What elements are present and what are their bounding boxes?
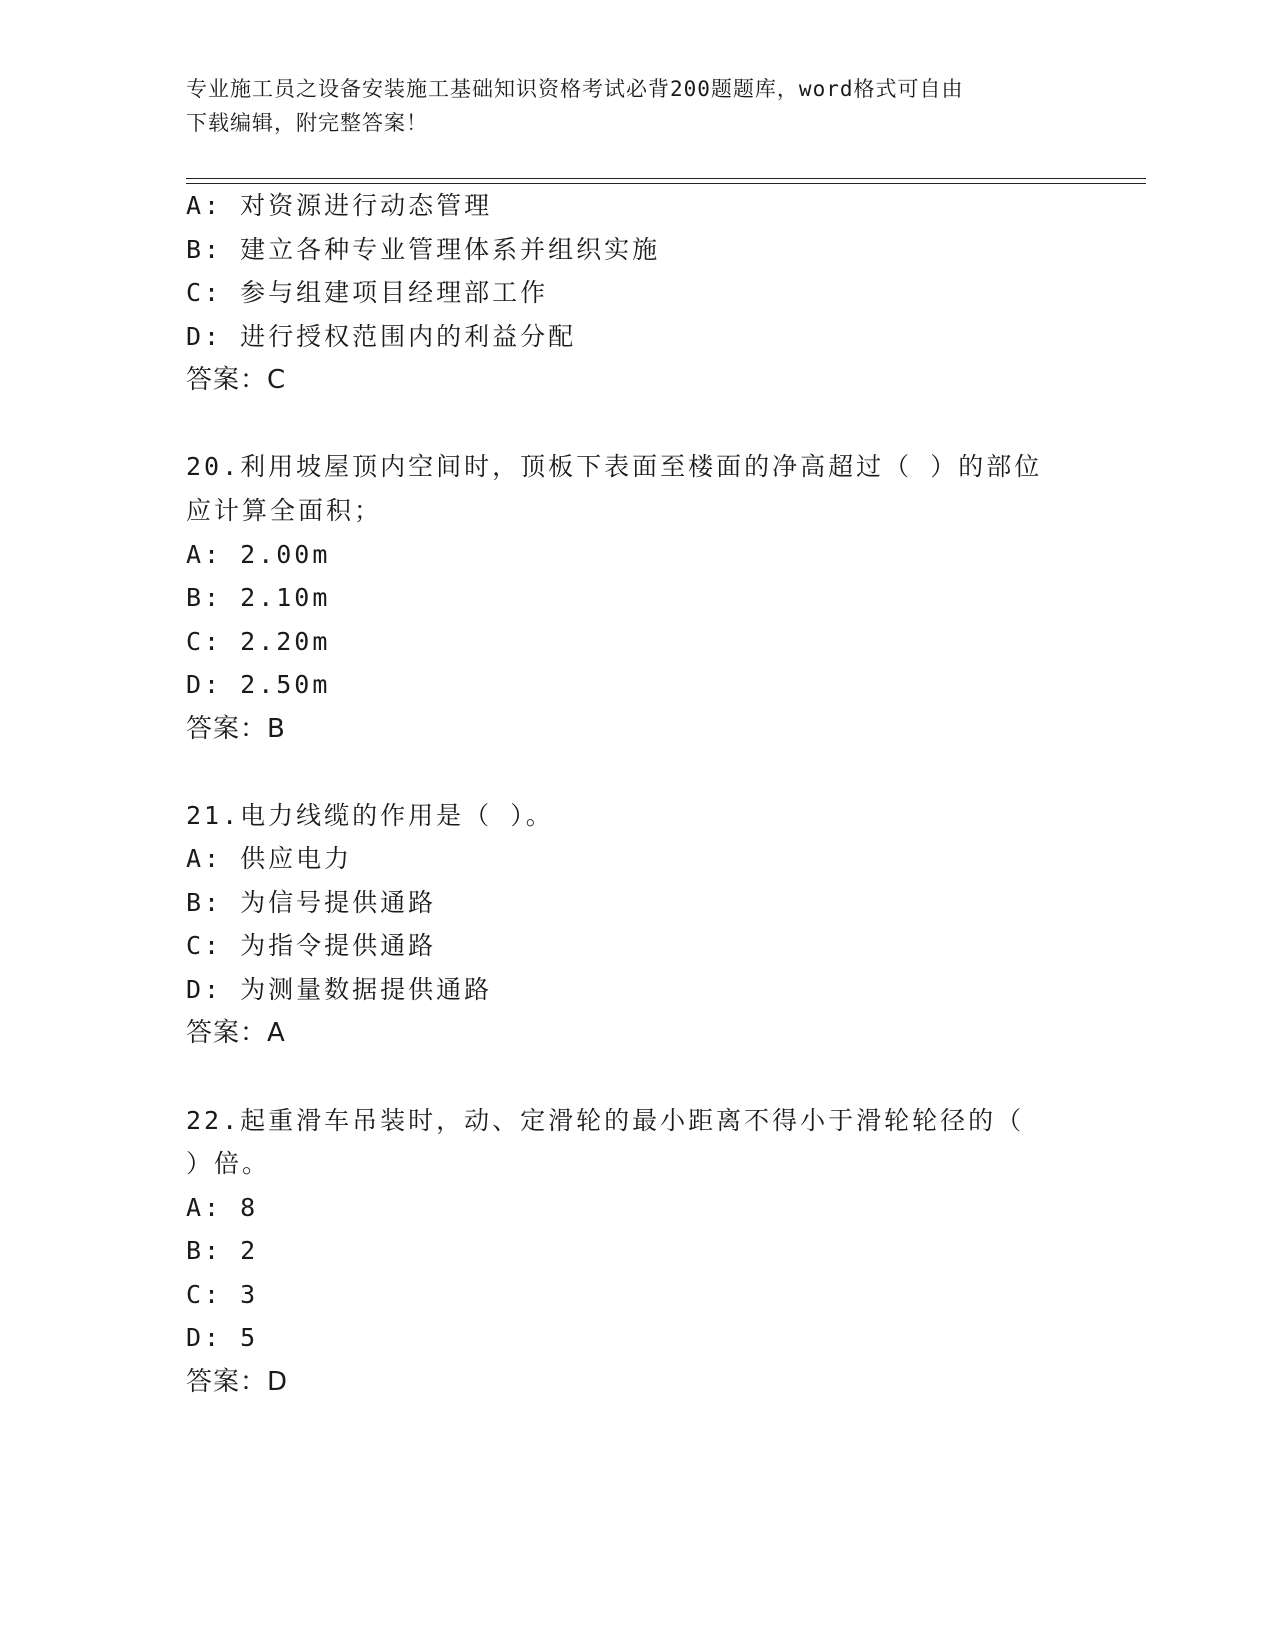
q21-answer-label: 答案： (186, 1018, 268, 1048)
q21-option-d: D: 为测量数据提供通路 (186, 975, 493, 1004)
q21-option-c: C: 为指令提供通路 (186, 931, 437, 960)
q22-answer-value: D (267, 1367, 289, 1397)
q19-option-a: A: 对资源进行动态管理 (186, 191, 493, 220)
q20-option-d: D: 2.50m (186, 670, 331, 699)
q20-answer (186, 709, 286, 749)
header-line-2: 下载编辑，附完整答案！ (186, 111, 428, 135)
q19-option-b: B: 建立各种专业管理体系并组织实施 (186, 235, 661, 264)
q22-option-a: A: 8 (186, 1193, 259, 1222)
q19-option-d: D: 进行授权范围内的利益分配 (186, 322, 577, 351)
q21-stem-line-1: 21.电力线缆的作用是（ ）。 (186, 801, 554, 830)
q19-answer (186, 360, 286, 400)
q20-answer-label: 答案： (186, 714, 268, 744)
q22-option-c: C: 3 (186, 1280, 259, 1309)
q19-answer-label: 答案： (186, 365, 268, 395)
header-divider-top (186, 178, 1146, 179)
q21-option-a: A: 供应电力 (186, 844, 353, 873)
q20-option-c: C: 2.20m (186, 627, 331, 656)
q22-stem-line-2: ）倍。 (186, 1149, 271, 1178)
q21-answer-value: A (267, 1018, 286, 1048)
q19-option-c: C: 参与组建项目经理部工作 (186, 278, 549, 307)
header-divider-bottom (186, 183, 1146, 184)
header-line-1: 专业施工员之设备安装施工基础知识资格考试必背200题题库，word格式可自由 (186, 77, 964, 101)
q19-answer-value: C (267, 365, 287, 395)
q22-stem-line-1: 22.起重滑车吊装时，动、定滑轮的最小距离不得小于滑轮轮径的（ (186, 1106, 1025, 1135)
q22-option-b: B: 2 (186, 1236, 259, 1265)
q22-option-d: D: 5 (186, 1323, 259, 1352)
q20-option-a: A: 2.00m (186, 540, 331, 569)
q22-answer (186, 1362, 288, 1402)
q21-option-b: B: 为信号提供通路 (186, 888, 437, 917)
document-header (186, 72, 1086, 140)
q20-answer-value: B (267, 714, 286, 744)
q20-option-b: B: 2.10m (186, 583, 331, 612)
q20-stem-line-2: 应计算全面积； (186, 496, 383, 525)
q20-stem-line-1: 20.利用坡屋顶内空间时，顶板下表面至楼面的净高超过（ ）的部位 (186, 452, 1043, 481)
q22-answer-label: 答案： (186, 1367, 268, 1397)
q21-answer (186, 1013, 286, 1053)
